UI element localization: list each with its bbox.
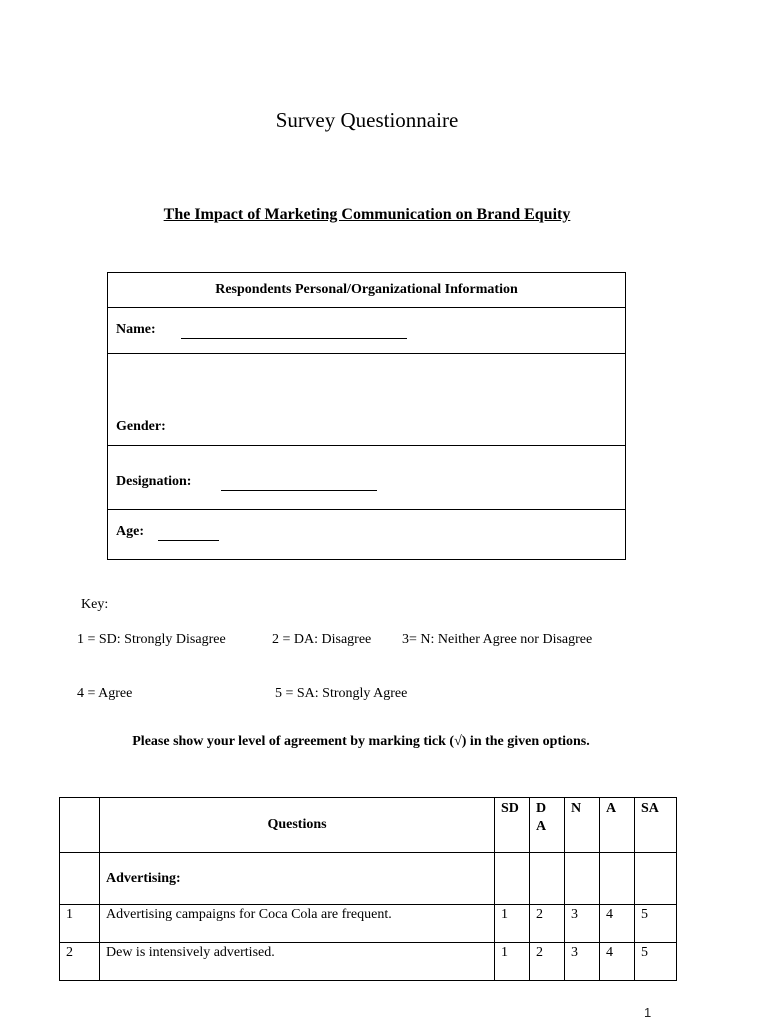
personal-info-box — [107, 272, 626, 560]
personal-info-header: Respondents Personal/Organizational Information — [215, 282, 518, 297]
age-row — [108, 509, 625, 560]
section-label: Advertising: — [100, 853, 495, 905]
option-da[interactable]: 2 — [530, 905, 565, 943]
option-sd[interactable]: 1 — [495, 905, 530, 943]
name-label: Name: — [116, 322, 156, 337]
question-number: 2 — [60, 943, 100, 981]
instruction-text: Please show your level of agreement by marking tick (√) in the given options. — [132, 734, 590, 749]
scale-header-sd: SD — [495, 798, 530, 853]
key-strongly-agree: 5 = SA: Strongly Agree — [275, 686, 408, 701]
key-heading: Key: — [81, 597, 109, 612]
question-text: Dew is intensively advertised. — [100, 943, 495, 981]
designation-blank-line[interactable] — [221, 490, 377, 491]
option-a[interactable]: 4 — [600, 943, 635, 981]
section-number-cell — [60, 853, 100, 905]
section-row-advertising — [60, 853, 677, 905]
document-title: Survey Questionnaire — [275, 108, 459, 132]
section-empty-cell — [495, 853, 530, 905]
scale-header-n: N — [565, 798, 600, 853]
section-empty-cell — [600, 853, 635, 905]
age-label: Age: — [116, 524, 144, 539]
section-empty-cell — [565, 853, 600, 905]
option-n[interactable]: 3 — [565, 943, 600, 981]
key-disagree: 2 = DA: Disagree — [272, 632, 372, 647]
age-blank-line[interactable] — [158, 540, 219, 541]
option-sa[interactable]: 5 — [635, 905, 677, 943]
gender-row — [108, 353, 625, 445]
table-row — [60, 905, 677, 943]
option-a[interactable]: 4 — [600, 905, 635, 943]
questions-table — [59, 797, 677, 981]
questions-header: Questions — [100, 798, 495, 853]
page-number: 1 — [644, 1005, 652, 1020]
document-subtitle: The Impact of Marketing Communication on Brand Equity — [163, 206, 571, 223]
option-sd[interactable]: 1 — [495, 943, 530, 981]
name-blank-line[interactable] — [181, 338, 407, 339]
scale-header-sa: SA — [635, 798, 677, 853]
option-sa[interactable]: 5 — [635, 943, 677, 981]
option-n[interactable]: 3 — [565, 905, 600, 943]
scale-header-da: D A — [530, 798, 565, 853]
table-header-row — [60, 798, 677, 853]
key-agree: 4 = Agree — [77, 686, 133, 701]
number-header-cell — [60, 798, 100, 853]
designation-row — [108, 445, 625, 509]
question-number: 1 — [60, 905, 100, 943]
table-row — [60, 943, 677, 981]
designation-label: Designation: — [116, 474, 192, 489]
name-row — [108, 307, 625, 353]
option-da[interactable]: 2 — [530, 943, 565, 981]
key-strongly-disagree: 1 = SD: Strongly Disagree — [77, 632, 226, 647]
section-empty-cell — [635, 853, 677, 905]
section-empty-cell — [530, 853, 565, 905]
scale-header-a: A — [600, 798, 635, 853]
key-neutral: 3= N: Neither Agree nor Disagree — [402, 632, 593, 647]
question-text: Advertising campaigns for Coca Cola are frequent. — [100, 905, 495, 943]
gender-label: Gender: — [116, 419, 166, 434]
